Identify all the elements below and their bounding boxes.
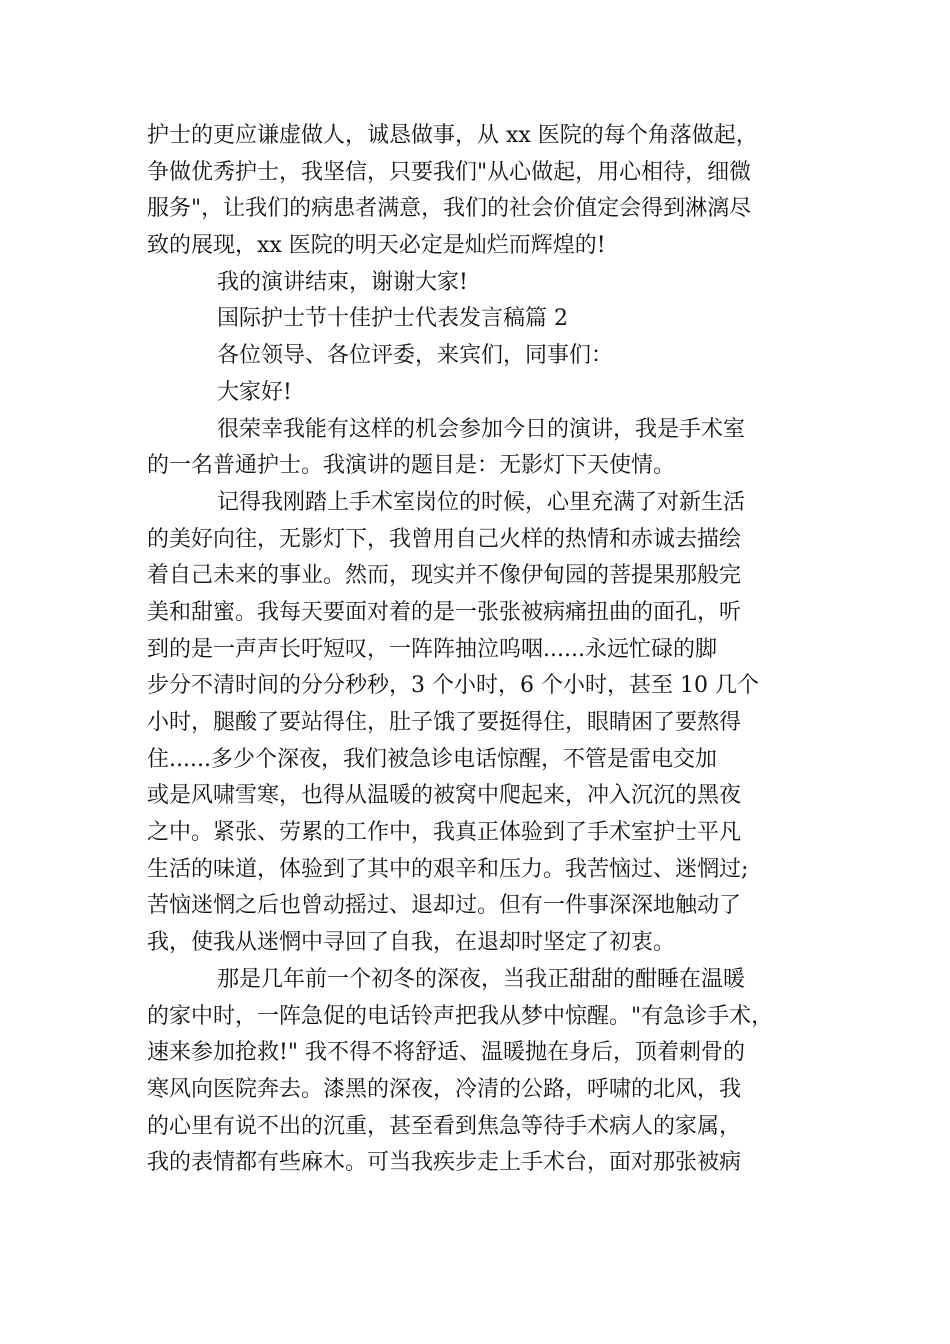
- text-line: 护士的更应谦虚做人，诚恳做事，从 xx 医院的每个角落做起，: [147, 123, 758, 148]
- text-line: 之中。紧张、劳累的工作中，我真正体验到了手术室护士平凡: [147, 820, 742, 846]
- paragraph-start-line: 很荣幸我能有这样的机会参加今日的演讲，我是手术室: [217, 416, 746, 442]
- text-line: 或是风啸雪寒，也得从温暖的被窝中爬起来，冲入沉沉的黑夜: [147, 783, 742, 809]
- text-line: 我的表情都有些麻木。可当我疾步走上手术台，面对那张被病: [147, 1150, 742, 1176]
- text-line: 速来参加抢救!" 我不得不将舒适、温暖抛在身后，顶着刺骨的: [147, 1040, 745, 1066]
- text-line: 着自己未来的事业。然而，现实并不像伊甸园的菩提果那般完: [147, 563, 742, 589]
- paragraph-start-line: 那是几年前一个初冬的深夜，当我正甜甜的酣睡在温暖: [217, 966, 746, 992]
- text-line: 的美好向往，无影灯下，我曾用自己火样的热情和赤诚去描绘: [147, 526, 742, 552]
- paragraph-start-line: 各位领导、各位评委，来宾们，同事们：: [217, 343, 614, 369]
- text-line: 我，使我从迷惘中寻回了自我，在退却时坚定了初衷。: [147, 930, 676, 956]
- paragraph-start-line: 大家好!: [217, 379, 292, 405]
- text-line: 致的展现，xx 医院的明天必定是灿烂而辉煌的!: [147, 233, 606, 259]
- text-line: 的家中时，一阵急促的电话铃声把我从梦中惊醒。"有急诊手术，: [147, 1003, 774, 1029]
- paragraph-start-line: 我的演讲结束，谢谢大家!: [217, 269, 468, 295]
- text-line: 美和甜蜜。我每天要面对着的是一张张被病痛扭曲的面孔，听: [147, 599, 742, 625]
- text-line: 的心里有说不出的沉重，甚至看到焦急等待手术病人的家属，: [147, 1113, 742, 1139]
- text-line: 服务"，让我们的病患者满意，我们的社会价值定会得到淋漓尽: [147, 196, 752, 222]
- text-line: 到的是一声声长吁短叹，一阵阵抽泣呜咽......永远忙碌的脚: [147, 636, 717, 662]
- text-line: 步分不清时间的分分秒秒，3 个小时，6 个小时，甚至 10 几个: [147, 673, 759, 699]
- text-line: 的一名普通护士。我演讲的题目是：无影灯下天使情。: [147, 453, 676, 479]
- document-body: [147, 118, 807, 1182]
- paragraph-start-line: 记得我刚踏上手术室岗位的时候，心里充满了对新生活: [217, 489, 746, 515]
- text-line: 住......多少个深夜，我们被急诊电话惊醒，不管是雷电交加: [147, 746, 717, 772]
- text-line: 小时，腿酸了要站得住，肚子饿了要挺得住，眼睛困了要熬得: [147, 710, 742, 735]
- text-line: 寒风向医院奔去。漆黑的深夜，冷清的公路，呼啸的北风，我: [147, 1076, 742, 1102]
- text-line: 苦恼迷惘之后也曾动摇过、退却过。但有一件事深深地触动了: [147, 893, 742, 919]
- text-line: 争做优秀护士，我坚信，只要我们"从心做起，用心相待，细微: [147, 159, 752, 185]
- text-line: 生活的味道，体验到了其中的艰辛和压力。我苦恼过、迷惘过;: [147, 856, 749, 882]
- paragraph-start-line: 国际护士节十佳护士代表发言稿篇 2: [217, 306, 568, 332]
